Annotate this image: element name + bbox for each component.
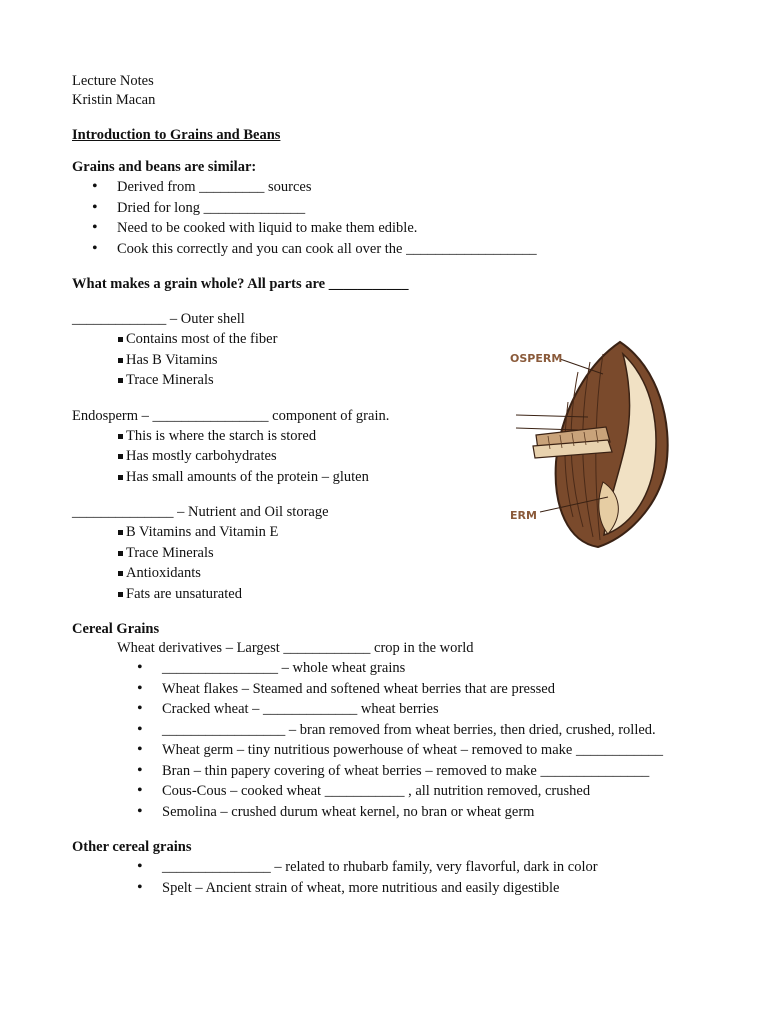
list-item: • Spelt – Ancient strain of wheat, more nutritious and easily digestible — [162, 878, 712, 899]
header-line-2: Kristin Macan — [72, 92, 156, 108]
list-item: • ________________ – whole wheat grains — [162, 658, 712, 679]
other-heading: Other cereal grains — [72, 839, 192, 855]
list-item: Has B Vitamins — [126, 350, 712, 371]
list-item: • _______________ – related to rhubarb family, very flavorful, dark in color — [162, 857, 712, 878]
list-item: • Wheat flakes – Steamed and softened wheat berries that are pressed — [162, 679, 712, 700]
list-item: Trace Minerals — [126, 370, 712, 391]
list-item: Trace Minerals — [126, 543, 712, 564]
list-item: • Wheat germ – tiny nutritious powerhouse of wheat – removed to make ____________ — [162, 740, 712, 761]
bran-heading: _____________ – Outer shell — [72, 311, 245, 327]
list-item: • Bran – thin papery covering of wheat berries – removed to make _______________ — [162, 761, 712, 782]
list-item: • _________________ – bran removed from wheat berries, then dried, crushed, rolled. — [162, 720, 712, 741]
list-item: • Need to be cooked with liquid to make them edible. — [117, 218, 712, 239]
endosperm-heading: Endosperm – ________________ component of grain. — [72, 407, 390, 424]
list-item: • Cous-Cous – cooked wheat ___________ , all nutrition removed, crushed — [162, 781, 712, 802]
document-title: Introduction to Grains and Beans — [72, 127, 281, 143]
cereal-heading: Cereal Grains — [72, 621, 160, 637]
list-item: • Cook this correctly and you can cook all over the __________________ — [117, 239, 712, 260]
list-item: Contains most of the fiber — [126, 329, 712, 350]
list-item: Fats are unsaturated — [126, 584, 712, 605]
diagram-label-germ: ERM — [510, 509, 537, 522]
list-item: • Dried for long ______________ — [117, 198, 712, 219]
cereal-subheading: Wheat derivatives – Largest ____________ crop in the world — [117, 640, 474, 656]
grain-diagram — [508, 332, 678, 554]
whole-heading: What makes a grain whole? All parts are ___________ — [72, 276, 409, 292]
list-item: Has small amounts of the protein – gluten — [126, 467, 712, 488]
list-item: • Semolina – crushed durum wheat kernel, no bran or wheat germ — [162, 802, 712, 823]
header-line-1: Lecture Notes — [72, 73, 154, 89]
list-item: This is where the starch is stored — [126, 426, 712, 447]
germ-heading: ______________ – Nutrient and Oil storage — [72, 504, 329, 520]
list-item: • Cracked wheat – _____________ wheat berries — [162, 699, 712, 720]
list-item: B Vitamins and Vitamin E — [126, 522, 712, 543]
similar-heading: Grains and beans are similar: — [72, 159, 257, 175]
list-item: Antioxidants — [126, 563, 712, 584]
list-item: • Derived from _________ sources — [117, 177, 712, 198]
diagram-label-endosperm: OSPERM — [510, 352, 563, 365]
list-item: Has mostly carbohydrates — [126, 446, 712, 467]
